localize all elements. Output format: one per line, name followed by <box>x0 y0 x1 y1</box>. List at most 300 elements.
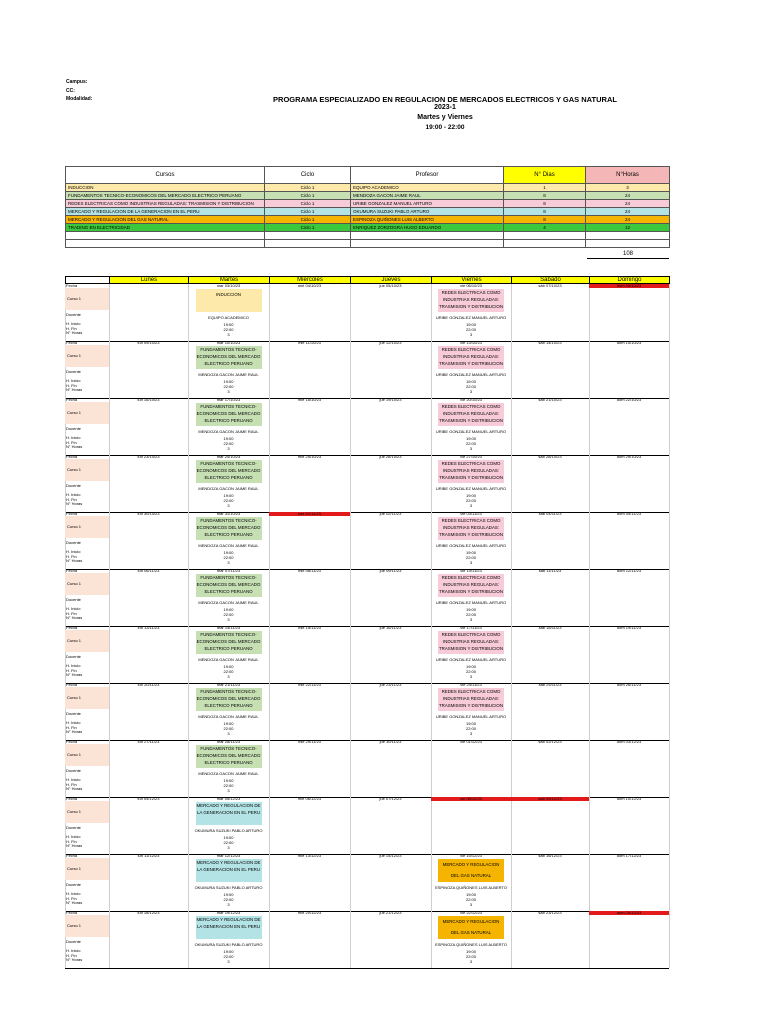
day-header: Jueves <box>351 277 432 284</box>
docente-name: MENDOZA GACON JAIME RAUL <box>198 486 259 491</box>
summary-days: 8 <box>504 208 586 216</box>
docente-name: ESPINOZA QUIÑONES LUIS ALBERTO <box>435 942 507 947</box>
date-cell: sáb 02/12/23 <box>538 740 562 744</box>
date-cell: mar 07/11/23 <box>216 569 241 573</box>
docente-name: EQUIPO ACADEMICO <box>208 315 249 320</box>
date-cell: mié 08/11/23 <box>298 569 321 573</box>
summary-hours: 12 <box>586 224 670 232</box>
fecha-label: Fecha <box>66 283 78 288</box>
end-time: 22:00 <box>223 954 234 959</box>
week-block <box>65 341 669 399</box>
grid-line <box>350 512 351 569</box>
summary-days: 8 <box>504 216 586 224</box>
course-session: INDUCCION <box>196 289 262 312</box>
start-time: 19:00 <box>223 322 234 327</box>
summary-course: FUNDAMENTOS TECNICO-ECONOMICOS DEL MERCADO ELECTRICO PERUANO <box>66 192 265 200</box>
start-time: 19:00 <box>465 436 476 441</box>
date-cell: dom 29/10/23 <box>616 455 642 459</box>
course-session: FUNDAMENTOS TECNICO-ECONOMICOS DEL MERCADO ELECTRICO PERUANO <box>196 346 262 369</box>
inicio-label: H. Inicio <box>66 549 81 554</box>
summary-empty-cell <box>66 232 265 240</box>
summary-professor: ESPINOZA QUIÑONES LUIS ALBERTO <box>351 216 504 224</box>
date-cell: dom 22/10/23 <box>616 398 642 402</box>
grid-line <box>350 911 351 968</box>
start-time: 19:00 <box>465 493 476 498</box>
date-cell: vie 06/10/23 <box>460 284 482 288</box>
start-time: 19:00 <box>465 949 476 954</box>
date-cell: lun 04/12/23 <box>137 797 160 801</box>
date-cell: dom 03/12/23 <box>616 740 642 744</box>
grid-line <box>431 797 432 854</box>
date-cell: mié 13/12/23 <box>297 854 322 858</box>
week-block <box>65 854 669 912</box>
grid-line <box>109 569 110 626</box>
docente-name: ESPINOZA QUIÑONES LUIS ALBERTO <box>435 885 507 890</box>
horas-label: N° Horas <box>66 444 83 449</box>
inicio-label: H. Inicio <box>66 948 81 953</box>
course-session: FUNDAMENTOS TECNICO-ECONOMICOS DEL MERCADO ELECTRICO PERUANO <box>196 688 262 711</box>
summary-empty-cell <box>66 240 265 248</box>
curso-label: Curso 1 <box>67 353 82 358</box>
date-cell: vie 03/11/23 <box>460 512 482 516</box>
docente-label: Docente <box>66 768 81 773</box>
start-time: 19:00 <box>465 550 476 555</box>
end-time: 22:00 <box>223 384 234 389</box>
grid-line <box>350 569 351 626</box>
start-time: 19:00 <box>465 379 476 384</box>
week-block <box>65 797 669 855</box>
grid-line <box>669 911 670 968</box>
inicio-label: H. Inicio <box>66 492 81 497</box>
docente-name: MENDOZA GACON JAIME RAUL <box>198 771 259 776</box>
summary-course: INDUCCION <box>66 184 265 192</box>
docente-label: Docente <box>66 711 81 716</box>
course-session: FUNDAMENTOS TECNICO-ECONOMICOS DEL MERCADO ELECTRICO PERUANO <box>196 403 262 426</box>
campus-label: Campus: <box>66 79 88 85</box>
grid-line <box>589 911 590 968</box>
date-cell: mar 19/12/23 <box>216 911 241 915</box>
summary-course: MERCADO Y REGULACION DEL GAS NATURAL <box>66 216 265 224</box>
horas-label: N° Horas <box>66 387 83 392</box>
summary-professor: ENRIQUEZ ZORZOGRA HUGO EDUARDO <box>351 224 504 232</box>
horas-label: N° Horas <box>66 843 83 848</box>
session-hours: 3 <box>227 845 230 850</box>
grid-line <box>669 512 670 569</box>
session-hours: 3 <box>469 560 473 565</box>
date-cell: mar 21/11/23 <box>216 683 241 687</box>
session-hours: 3 <box>469 332 473 337</box>
session-hours: 3 <box>227 731 230 736</box>
date-cell: dom 19/11/23 <box>616 626 642 630</box>
curso-label-cell <box>65 915 109 937</box>
grid-line <box>269 854 270 911</box>
grid-line <box>669 797 670 854</box>
horas-label: N° Horas <box>66 330 83 335</box>
date-cell: mié 06/12/23 <box>297 797 322 801</box>
docente-label: Docente <box>66 540 81 545</box>
date-cell: mar 28/11/23 <box>216 740 241 744</box>
start-time: 19:00 <box>223 550 234 555</box>
grid-line <box>511 284 512 341</box>
curso-label-cell <box>65 858 109 880</box>
date-cell: mar 10/10/23 <box>216 341 241 345</box>
fecha-label: Fecha <box>66 454 78 459</box>
cc-label: CC: <box>66 88 75 94</box>
date-cell: lun 30/10/23 <box>137 512 160 516</box>
document-title: PROGRAMA ESPECIALIZADO EN REGULACION DE MERCADOS ELECTRICOS Y GAS NATURAL <box>273 95 617 104</box>
grid-line <box>350 740 351 797</box>
inicio-label: H. Inicio <box>66 321 81 326</box>
date-cell: lun 27/11/23 <box>137 740 160 744</box>
grid-line <box>269 740 270 797</box>
start-time: 19:00 <box>465 721 476 726</box>
course-session: FUNDAMENTOS TECNICO-ECONOMICOS DEL MERCADO ELECTRICO PERUANO <box>196 460 262 483</box>
grid-line <box>511 683 512 740</box>
grid-line <box>511 626 512 683</box>
end-time: 22:00 <box>223 669 234 674</box>
curso-label-cell <box>65 630 109 652</box>
summary-empty-cell <box>265 232 351 240</box>
end-time: 22:00 <box>223 441 234 446</box>
grid-line <box>589 284 590 341</box>
session-hours: 3 <box>227 560 230 565</box>
start-time: 19:00 <box>223 892 234 897</box>
date-cell: dom 26/11/23 <box>616 683 642 687</box>
fecha-label: Fecha <box>66 796 78 801</box>
date-cell: jue 02/11/23 <box>379 512 402 516</box>
date-cell: mar 14/11/23 <box>216 626 241 630</box>
week-block <box>65 626 669 684</box>
session-hours: 3 <box>469 446 473 451</box>
date-cell: mar 05/12/23 <box>216 797 241 801</box>
grid-line <box>669 740 670 797</box>
end-time: 22:00 <box>223 498 234 503</box>
week-block <box>65 512 669 570</box>
summary-row <box>66 200 670 208</box>
summary-header-row <box>66 167 670 184</box>
session-hours: 3 <box>227 788 230 793</box>
curso-label: Curso 1 <box>67 923 82 928</box>
curso-label: Curso 1 <box>67 524 82 529</box>
date-cell: vie 20/10/23 <box>460 398 482 402</box>
grid-line <box>669 284 670 341</box>
date-cell: vie 10/11/23 <box>460 569 482 573</box>
grid-line <box>589 512 590 569</box>
date-cell: jue 12/10/23 <box>379 341 402 345</box>
course-session: FUNDAMENTOS TECNICO-ECONOMICOS DEL MERCADO ELECTRICO PERUANO <box>196 574 262 597</box>
summary-row <box>66 184 670 192</box>
grid-line <box>511 740 512 797</box>
date-cell: mar 24/10/23 <box>216 455 241 459</box>
summary-empty-cell <box>265 240 351 248</box>
summary-course: TRADING EN ELECTRICIDAD <box>66 224 265 232</box>
curso-label: Curso 1 <box>67 581 82 586</box>
horas-label: N° Horas <box>66 786 83 791</box>
curso-label-cell <box>65 288 109 310</box>
grid-line <box>589 569 590 626</box>
date-cell: vie 27/10/23 <box>460 455 482 459</box>
fecha-label: Fecha <box>66 340 78 345</box>
summary-cycle: Ciclo 1 <box>265 192 351 200</box>
day-header: Viernes <box>432 277 512 284</box>
date-cell: dom 15/10/23 <box>616 341 642 345</box>
date-cell: dom 17/12/23 <box>616 854 642 858</box>
inicio-label: H. Inicio <box>66 777 81 782</box>
end-time: 22:00 <box>465 897 476 902</box>
course-session: FUNDAMENTOS TECNICO-ECONOMICOS DEL MERCADO ELECTRICO PERUANO <box>196 745 262 768</box>
course-session: MERCADO Y REGULACION DEL GAS NATURAL <box>438 859 504 882</box>
grid-line <box>269 569 270 626</box>
inicio-label: H. Inicio <box>66 435 81 440</box>
curso-label-cell <box>65 516 109 538</box>
grid-line <box>109 683 110 740</box>
docente-name: URIBE GONZALEZ MANUEL ARTURO <box>435 543 507 548</box>
end-time: 22:00 <box>465 555 476 560</box>
date-cell: lun 11/12/23 <box>137 854 160 858</box>
fin-label: H. Fin <box>66 497 77 502</box>
summary-empty-cell <box>351 240 504 248</box>
course-session: REDES ELECTRICAS COMO INDUSTRIAS REGULADAS: TRASMISION Y DISTRIBUCION <box>438 460 504 483</box>
grid-line <box>109 284 110 341</box>
docente-label: Docente <box>66 483 81 488</box>
date-cell: mar 31/10/23 <box>216 512 241 516</box>
inicio-label: H. Inicio <box>66 720 81 725</box>
grid-line <box>269 911 270 968</box>
summary-empty-row <box>66 232 670 240</box>
start-time: 19:00 <box>223 949 234 954</box>
course-session: REDES ELECTRICAS COMO INDUSTRIAS REGULADAS: TRASMISION Y DISTRIBUCION <box>438 574 504 597</box>
session-hours: 3 <box>469 674 473 679</box>
start-time: 19:00 <box>465 664 476 669</box>
date-cell: mié 18/10/23 <box>297 398 322 402</box>
horas-label: N° Horas <box>66 672 83 677</box>
fin-label: H. Fin <box>66 725 77 730</box>
fecha-label: Fecha <box>66 910 78 915</box>
course-session: REDES ELECTRICAS COMO INDUSTRIAS REGULADAS: TRASMISION Y DISTRIBUCION <box>438 517 504 540</box>
summary-empty-cell <box>586 232 670 240</box>
summary-row <box>66 216 670 224</box>
date-cell: jue 16/11/23 <box>379 626 402 630</box>
summary-col-header: Cursos <box>66 167 265 184</box>
date-cell: lun 23/10/23 <box>137 455 160 459</box>
grid-line <box>109 911 110 968</box>
day-header: Sábado <box>512 277 590 284</box>
grid-line <box>669 683 670 740</box>
day-header: Lunes <box>110 277 189 284</box>
curso-label: Curso 1 <box>67 467 82 472</box>
start-time: 19:00 <box>223 607 234 612</box>
grid-line <box>350 797 351 854</box>
summary-col-header: N° Dias <box>504 167 586 184</box>
summary-hours: 24 <box>586 208 670 216</box>
horas-label: N° Horas <box>66 558 83 563</box>
grid-line <box>269 341 270 398</box>
date-cell: sáb 11/11/23 <box>538 569 562 573</box>
curso-label: Curso 1 <box>67 695 82 700</box>
date-cell: lun 09/10/23 <box>137 341 160 345</box>
date-cell: sáb 28/10/23 <box>538 455 562 459</box>
horas-label: N° Horas <box>66 900 83 905</box>
docente-name: MENDOZA GACON JAIME RAUL <box>198 657 259 662</box>
grid-line <box>589 626 590 683</box>
course-session: MERCADO Y REGULACION DE LA GENERACION EN EL PERU <box>196 802 262 825</box>
end-time: 22:00 <box>223 897 234 902</box>
end-time: 22:00 <box>223 327 234 332</box>
grid-line <box>511 398 512 455</box>
day-header: Martes <box>189 277 270 284</box>
horas-label: N° Horas <box>66 501 83 506</box>
grid-line <box>589 683 590 740</box>
docente-name: URIBE GONZALEZ MANUEL ARTURO <box>435 486 507 491</box>
date-cell: lun 13/11/23 <box>137 626 160 630</box>
summary-empty-cell <box>351 232 504 240</box>
docente-name: OKUMURA SUZUKI PABLO ARTURO <box>194 828 263 833</box>
grid-line <box>269 683 270 740</box>
course-session: REDES ELECTRICAS COMO INDUSTRIAS REGULADAS: TRASMISION Y DISTRIBUCION <box>438 631 504 654</box>
courses-summary-table <box>65 166 670 248</box>
grid-line <box>669 854 670 911</box>
course-session: REDES ELECTRICAS COMO INDUSTRIAS REGULADAS: TRASMISION Y DISTRIBUCION <box>438 289 504 312</box>
summary-hours: 24 <box>586 216 670 224</box>
start-time: 19:00 <box>223 379 234 384</box>
week-block <box>65 398 669 456</box>
fin-label: H. Fin <box>66 440 77 445</box>
docente-name: URIBE GONZALEZ MANUEL ARTURO <box>435 429 507 434</box>
grid-line <box>669 455 670 512</box>
course-session: MERCADO Y REGULACION DE LA GENERACION EN EL PERU <box>196 916 262 939</box>
calendar-day-header <box>65 276 670 284</box>
summary-professor: URIBE GONZALEZ MANUEL ARTURO <box>351 200 504 208</box>
curso-label-cell <box>65 744 109 766</box>
start-time: 19:00 <box>223 721 234 726</box>
date-cell: mié 22/11/23 <box>298 683 321 687</box>
curso-label-cell <box>65 345 109 367</box>
start-time: 19:00 <box>465 892 476 897</box>
date-cell: vie 24/11/23 <box>460 683 482 687</box>
summary-course: REDES ELECTRICAS COMO INDUSTRIAS REGULADAS: TRASMISION Y DISTRIBUCION <box>66 200 265 208</box>
end-time: 22:00 <box>465 384 476 389</box>
schedule-days: Martes y Viernes <box>417 114 473 121</box>
date-cell: jue 21/12/23 <box>379 911 402 915</box>
summary-professor: EQUIPO ACADEMICO <box>351 184 504 192</box>
summary-col-header: N°Horas <box>586 167 670 184</box>
grid-line <box>269 626 270 683</box>
summary-hours: 24 <box>586 192 670 200</box>
week-block <box>65 569 669 627</box>
grid-line <box>511 569 512 626</box>
date-cell: vie 13/10/23 <box>460 341 482 345</box>
horas-label: N° Horas <box>66 957 83 962</box>
fin-label: H. Fin <box>66 326 77 331</box>
date-cell: jue 07/12/23 <box>379 797 402 801</box>
end-time: 22:00 <box>465 954 476 959</box>
week-block <box>65 740 669 798</box>
grid-line <box>109 626 110 683</box>
docente-name: MENDOZA GACON JAIME RAUL <box>198 372 259 377</box>
horas-label: N° Horas <box>66 615 83 620</box>
session-hours: 3 <box>227 332 230 337</box>
grid-line <box>350 626 351 683</box>
date-cell: lun 18/12/23 <box>137 911 160 915</box>
curso-label: Curso 1 <box>67 410 82 415</box>
curso-label-cell <box>65 402 109 424</box>
summary-professor: OKUMURA SUZUKI PABLO ARTURO <box>351 208 504 216</box>
curso-label: Curso 1 <box>67 809 82 814</box>
course-session: FUNDAMENTOS TECNICO-ECONOMICOS DEL MERCADO ELECTRICO PERUANO <box>196 517 262 540</box>
date-cell <box>109 284 188 288</box>
summary-cycle: Ciclo 1 <box>265 208 351 216</box>
fecha-label: Fecha <box>66 397 78 402</box>
session-hours: 3 <box>469 959 473 964</box>
start-time: 19:00 <box>223 436 234 441</box>
date-cell: vie 01/12/23 <box>460 740 482 744</box>
session-hours: 3 <box>469 389 473 394</box>
curso-label-cell <box>65 801 109 823</box>
date-cell: sáb 04/11/23 <box>538 512 562 516</box>
summary-course: MERCADO Y REGULACION DE LA GENERACION EN EL PERU <box>66 208 265 216</box>
week-block <box>65 911 669 969</box>
course-session: REDES ELECTRICAS COMO INDUSTRIAS REGULADAS: TRASMISION Y DISTRIBUCION <box>438 403 504 426</box>
end-time: 22:00 <box>465 726 476 731</box>
grid-line <box>511 455 512 512</box>
summary-empty-row <box>66 240 670 248</box>
summary-col-header: Profesor <box>351 167 504 184</box>
date-cell: jue 14/12/23 <box>379 854 402 858</box>
summary-empty-cell <box>586 240 670 248</box>
inicio-label: H. Inicio <box>66 606 81 611</box>
date-cell: mié 01/11/23 <box>269 512 350 516</box>
date-cell: jue 05/10/23 <box>379 284 402 288</box>
date-cell: vie 17/11/23 <box>460 626 482 630</box>
grid-line <box>589 740 590 797</box>
end-time: 22:00 <box>465 327 476 332</box>
grid-line <box>109 341 110 398</box>
docente-name: URIBE GONZALEZ MANUEL ARTURO <box>435 315 507 320</box>
grid-line <box>511 797 512 854</box>
session-hours: 3 <box>469 617 473 622</box>
curso-label-cell <box>65 573 109 595</box>
date-cell: lun 20/11/23 <box>137 683 160 687</box>
grid-line <box>269 284 270 341</box>
grid-line <box>350 341 351 398</box>
date-cell: vie 22/12/23 <box>460 911 482 915</box>
grid-line <box>669 398 670 455</box>
date-cell: sáb 07/10/23 <box>538 284 562 288</box>
date-cell: dom 08/10/23 <box>589 284 669 288</box>
session-hours: 3 <box>227 902 230 907</box>
grid-line <box>511 854 512 911</box>
date-cell: sáb 25/11/23 <box>538 683 562 687</box>
date-cell: mié 29/11/23 <box>298 740 321 744</box>
grid-line <box>511 341 512 398</box>
grid-line <box>589 797 590 854</box>
date-cell: mar 03/10/23 <box>216 284 241 288</box>
grid-line <box>589 341 590 398</box>
grid-line <box>511 512 512 569</box>
docente-name: MENDOZA GACON JAIME RAUL <box>198 714 259 719</box>
grid-line <box>511 911 512 968</box>
course-session: FUNDAMENTOS TECNICO-ECONOMICOS DEL MERCADO ELECTRICO PERUANO <box>196 631 262 654</box>
docente-name: OKUMURA SUZUKI PABLO ARTURO <box>194 885 263 890</box>
fin-label: H. Fin <box>66 383 77 388</box>
grid-line <box>269 797 270 854</box>
fin-label: H. Fin <box>66 611 77 616</box>
session-hours: 3 <box>227 617 230 622</box>
summary-hours: 24 <box>586 200 670 208</box>
fecha-label: Fecha <box>66 739 78 744</box>
modalidad-label: Modalidad: <box>66 96 93 102</box>
summary-hours: 3 <box>586 184 670 192</box>
